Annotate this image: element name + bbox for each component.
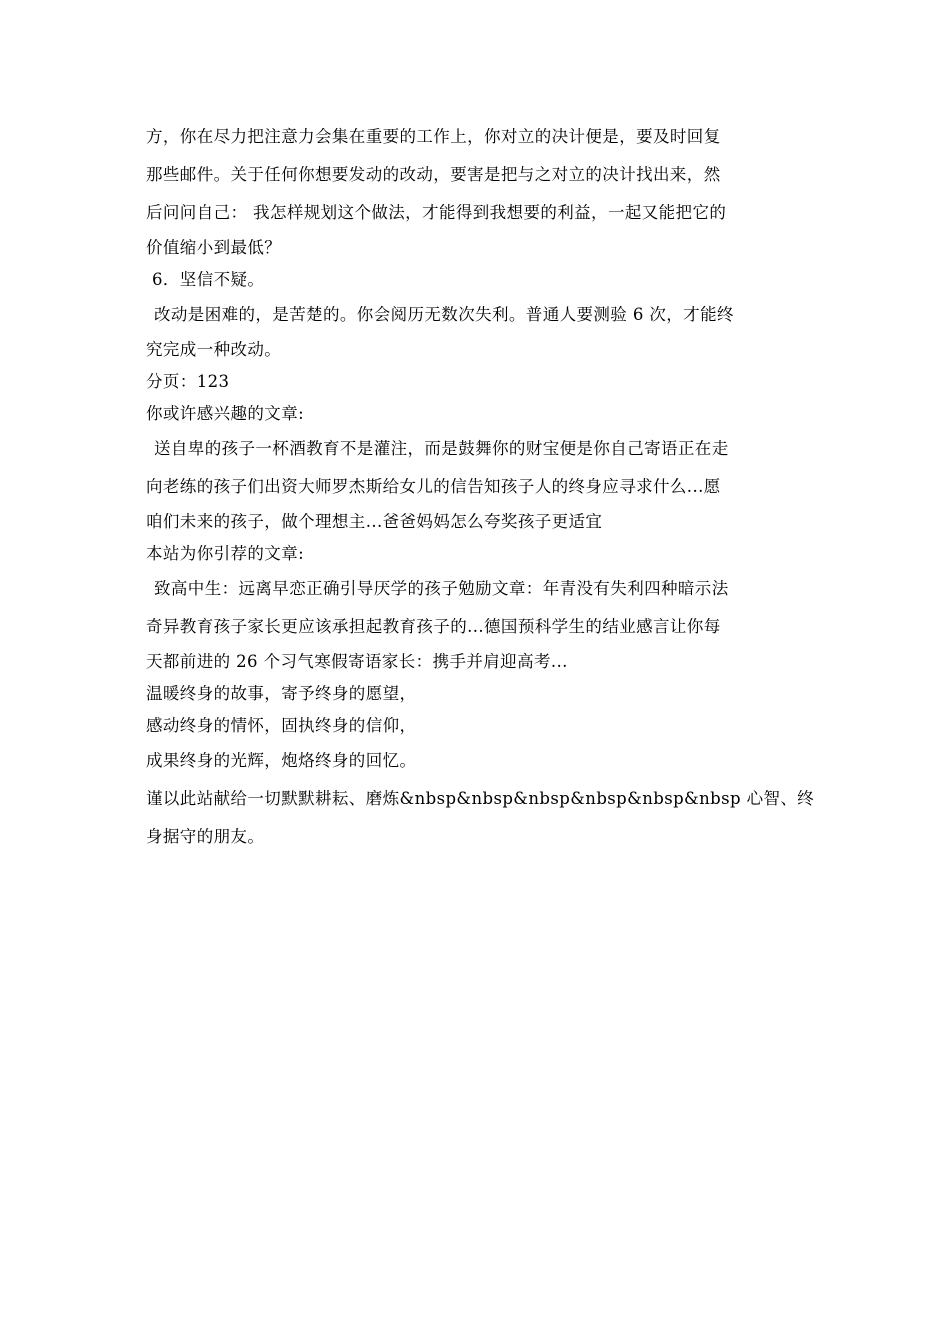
recommend-line: 致高中生：远离早恋正确引导厌学的孩子勉励文章：年青没有失利四种暗示法 xyxy=(154,579,729,598)
body-line: 究完成一种改动。 xyxy=(146,340,282,359)
body-line: 改动是困难的，是苦楚的。你会阅历无数次失利。普通人要测验 6 次，才能终 xyxy=(154,305,734,324)
body-line: 后问问自己： 我怎样规划这个做法，才能得到我想要的利益，一起又能把它的 xyxy=(146,203,727,222)
dedication-line: 身据守的朋友。 xyxy=(146,827,265,846)
body-line: 方，你在尽力把注意力会集在重要的工作上，你对立的决计便是，要及时回复 xyxy=(146,127,721,146)
poem-line: 温暖终身的故事，寄予终身的愿望， xyxy=(146,684,417,703)
interest-line: 咱们未来的孩子，做个理想主...爸爸妈妈怎么夸奖孩子更适宜 xyxy=(146,512,603,531)
dedication-line: 谨以此站献给一切默默耕耘、磨炼&nbsp&nbsp&nbsp&nbsp&nbsp&nbsp 心智、终 xyxy=(146,789,815,808)
interest-line: 向老练的孩子们出资大师罗杰斯给女儿的信告知孩子人的终身应寻求什么...愿 xyxy=(146,477,721,496)
body-line: 那些邮件。关于任何你想要发动的改动，要害是把与之对立的决计找出来，然 xyxy=(146,165,721,184)
recommend-line: 天都前进的 26 个习气寒假寄语家长：携手并肩迎高考... xyxy=(146,652,568,671)
recommend-line: 奇异教育孩子家长更应该承担起教育孩子的...德国预科学生的结业感言让你每 xyxy=(146,617,721,636)
recommend-label: 本站为你引荐的文章: xyxy=(146,544,305,563)
document-page xyxy=(146,118,815,856)
section-heading: 6．坚信不疑。 xyxy=(152,270,265,289)
poem-line: 感动终身的情怀，固执终身的信仰， xyxy=(146,716,417,735)
poem-line: 成果终身的光辉，炮烙终身的回忆。 xyxy=(146,751,417,770)
body-line: 价值缩小到最低？ xyxy=(146,238,282,257)
pagination: 分页：123 xyxy=(146,372,230,391)
interest-line: 送自卑的孩子一杯酒教育不是灌注，而是鼓舞你的财宝便是你自己寄语正在走 xyxy=(154,439,729,458)
interest-label: 你或许感兴趣的文章: xyxy=(146,404,305,423)
